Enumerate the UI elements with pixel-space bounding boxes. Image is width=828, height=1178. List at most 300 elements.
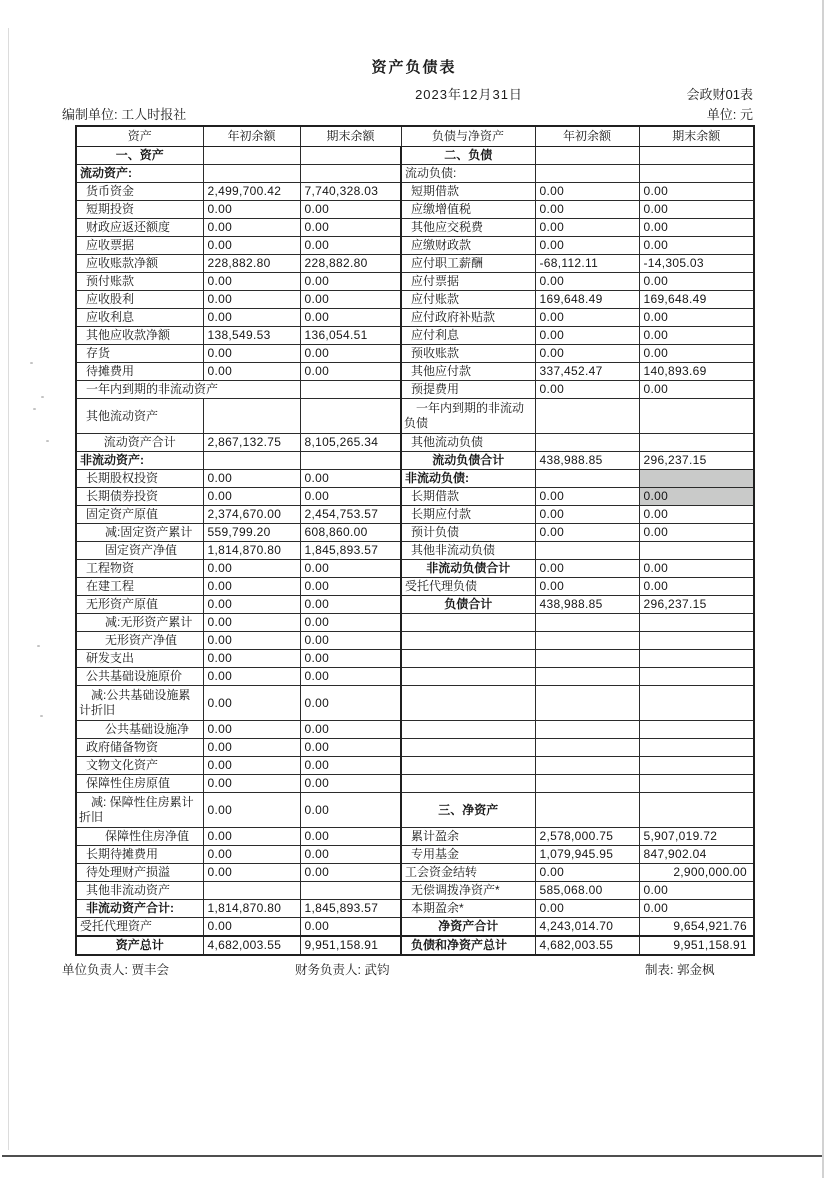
- asset-closing-value-cell: 1,845,893.57: [300, 542, 401, 560]
- asset-closing-value-cell: 0.00: [300, 309, 401, 327]
- asset-closing-value-cell: 0.00: [300, 775, 401, 793]
- asset-opening-value-cell: 0.00: [203, 828, 300, 846]
- liability-opening-value-cell: [535, 470, 639, 488]
- liability-opening-value-cell: 0.00: [535, 219, 639, 237]
- liability-closing-value-cell: 296,237.15: [639, 596, 754, 614]
- asset-opening-value-cell: 0.00: [203, 560, 300, 578]
- asset-opening-value-cell: 4,682,003.55: [203, 936, 300, 955]
- asset-closing-value-cell: 2,454,753.57: [300, 506, 401, 524]
- asset-opening-value-cell: 0.00: [203, 363, 300, 381]
- table-row: [76, 739, 754, 757]
- liability-closing-value-cell: 296,237.15: [639, 452, 754, 470]
- liability-item-label-cell: [401, 686, 535, 721]
- liability-item-label-cell: 受托代理负债: [401, 578, 535, 596]
- asset-closing-value-cell: 0.00: [300, 739, 401, 757]
- asset-opening-value-cell: 0.00: [203, 632, 300, 650]
- liability-closing-value-cell: [639, 434, 754, 452]
- liability-closing-value-cell: 0.00: [639, 381, 754, 399]
- liability-opening-value-cell: [535, 542, 639, 560]
- liability-closing-value-cell: 0.00: [639, 345, 754, 363]
- asset-closing-value-cell: 0.00: [300, 363, 401, 381]
- asset-item-label-cell: 公共基础设施净: [76, 721, 203, 739]
- liability-item-label-cell: 流动负债合计: [401, 452, 535, 470]
- asset-item-label-cell: 工程物资: [76, 560, 203, 578]
- liability-opening-value-cell: 0.00: [535, 201, 639, 219]
- asset-opening-value-cell: 0.00: [203, 614, 300, 632]
- asset-opening-value-cell: 0.00: [203, 721, 300, 739]
- liability-opening-value-cell: 2,578,000.75: [535, 828, 639, 846]
- liability-opening-value-cell: -68,112.11: [535, 255, 639, 273]
- asset-opening-value-cell: 0.00: [203, 201, 300, 219]
- asset-opening-value-cell: 228,882.80: [203, 255, 300, 273]
- table-row: [76, 578, 754, 596]
- asset-item-label-cell: 其他应收款净额: [76, 327, 203, 345]
- asset-opening-value-cell: [203, 147, 300, 165]
- asset-item-label-cell: 受托代理资产: [76, 918, 203, 937]
- page-right-edge-shadow: [822, 0, 824, 1178]
- asset-closing-value-cell: 0.00: [300, 846, 401, 864]
- asset-closing-value-cell: 0.00: [300, 793, 401, 828]
- liability-item-label-cell: [401, 650, 535, 668]
- liability-item-label-cell: 工会资金结转: [401, 864, 535, 882]
- liability-opening-value-cell: [535, 793, 639, 828]
- asset-opening-value-cell: 0.00: [203, 470, 300, 488]
- liability-closing-value-cell: 0.00: [639, 524, 754, 542]
- scan-artifact-dot: [37, 645, 40, 647]
- liability-opening-value-cell: [535, 632, 639, 650]
- liability-item-label-cell: 应付职工薪酬: [401, 255, 535, 273]
- liability-opening-value-cell: [535, 650, 639, 668]
- asset-closing-value-cell: 8,105,265.34: [300, 434, 401, 452]
- liability-item-label-cell: [401, 632, 535, 650]
- asset-item-label-cell: 流动资产合计: [76, 434, 203, 452]
- table-header-row: [76, 126, 754, 147]
- asset-item-label-cell: 一、资产: [76, 147, 203, 165]
- asset-closing-value-cell: 0.00: [300, 614, 401, 632]
- liability-item-label-cell: 应付账款: [401, 291, 535, 309]
- table-row: [76, 542, 754, 560]
- asset-opening-value-cell: [203, 399, 300, 434]
- asset-opening-value-cell: 2,499,700.42: [203, 183, 300, 201]
- table-row: [76, 686, 754, 721]
- liability-closing-value-cell: 140,893.69: [639, 363, 754, 381]
- asset-closing-value-cell: 1,845,893.57: [300, 900, 401, 918]
- unit-head-signature: 单位负责人: 贾丰会: [62, 963, 169, 977]
- liability-opening-value-cell: 4,682,003.55: [535, 936, 639, 955]
- liability-item-label-cell: 无偿调拨净资产*: [401, 882, 535, 900]
- asset-closing-value-cell: 0.00: [300, 864, 401, 882]
- liability-opening-value-cell: 0.00: [535, 506, 639, 524]
- liability-item-label-cell: 应缴增值税: [401, 201, 535, 219]
- liability-item-label-cell: 应付票据: [401, 273, 535, 291]
- liability-opening-value-cell: [535, 614, 639, 632]
- liability-item-label-cell: 非流动负债合计: [401, 560, 535, 578]
- asset-item-label-cell: 研发支出: [76, 650, 203, 668]
- liability-opening-value-cell: [535, 165, 639, 183]
- liability-closing-value-cell: 0.00: [639, 237, 754, 255]
- liability-closing-value-cell: 0.00: [639, 201, 754, 219]
- asset-closing-value-cell: 0.00: [300, 560, 401, 578]
- liability-opening-value-cell: 438,988.85: [535, 452, 639, 470]
- table-row: [76, 793, 754, 828]
- column-header-liabilities-net-assets: 负债与净资产: [401, 126, 535, 147]
- asset-opening-value-cell: 0.00: [203, 237, 300, 255]
- asset-item-label-cell: 固定资产原值: [76, 506, 203, 524]
- liability-item-label-cell: 二、负债: [401, 147, 535, 165]
- column-header-closing-balance-right: 期末余额: [639, 126, 754, 147]
- liability-closing-value-cell: [639, 470, 754, 488]
- table-row: [76, 219, 754, 237]
- liability-closing-value-cell: 0.00: [639, 506, 754, 524]
- liability-opening-value-cell: 0.00: [535, 864, 639, 882]
- liability-item-label-cell: 短期借款: [401, 183, 535, 201]
- asset-opening-value-cell: 0.00: [203, 775, 300, 793]
- asset-closing-value-cell: 0.00: [300, 345, 401, 363]
- asset-closing-value-cell: [300, 399, 401, 434]
- liability-item-label-cell: 非流动负债:: [401, 470, 535, 488]
- liability-closing-value-cell: [639, 721, 754, 739]
- asset-closing-value-cell: [300, 452, 401, 470]
- table-row: [76, 165, 754, 183]
- asset-item-label-cell: 文物文化资产: [76, 757, 203, 775]
- liability-opening-value-cell: [535, 686, 639, 721]
- table-row: [76, 560, 754, 578]
- asset-item-label-cell: 预付账款: [76, 273, 203, 291]
- asset-opening-value-cell: 559,799.20: [203, 524, 300, 542]
- asset-opening-value-cell: [203, 165, 300, 183]
- asset-item-label-cell: 财政应返还额度: [76, 219, 203, 237]
- liability-item-label-cell: 净资产合计: [401, 918, 535, 937]
- signature-line: [0, 960, 828, 978]
- table-row: [76, 846, 754, 864]
- liability-closing-value-cell: [639, 399, 754, 434]
- scan-artifact-dot: [30, 362, 33, 364]
- asset-opening-value-cell: 0.00: [203, 291, 300, 309]
- asset-opening-value-cell: 0.00: [203, 578, 300, 596]
- form-code: 会政财01表: [686, 87, 753, 102]
- asset-closing-value-cell: 0.00: [300, 291, 401, 309]
- table-row: [76, 506, 754, 524]
- asset-item-label-cell: 保障性住房净值: [76, 828, 203, 846]
- asset-item-label-cell: 政府储备物资: [76, 739, 203, 757]
- liability-closing-value-cell: 847,902.04: [639, 846, 754, 864]
- table-row: [76, 452, 754, 470]
- asset-closing-value-cell: 0.00: [300, 578, 401, 596]
- table-row: [76, 721, 754, 739]
- asset-closing-value-cell: 0.00: [300, 237, 401, 255]
- asset-item-label-cell: 无形资产净值: [76, 632, 203, 650]
- asset-item-label-cell: 减:无形资产累计: [76, 614, 203, 632]
- liability-closing-value-cell: [639, 147, 754, 165]
- preparer-signature: 制表: 郭金枫: [645, 963, 715, 977]
- asset-opening-value-cell: 0.00: [203, 219, 300, 237]
- liability-item-label-cell: 应缴财政款: [401, 237, 535, 255]
- asset-item-label-cell: 公共基础设施原价: [76, 668, 203, 686]
- balance-sheet-table-body: [76, 147, 754, 956]
- liability-item-label-cell: 应付利息: [401, 327, 535, 345]
- table-row: [76, 381, 754, 399]
- liability-item-label-cell: [401, 739, 535, 757]
- asset-closing-value-cell: [300, 147, 401, 165]
- asset-opening-value-cell: 138,549.53: [203, 327, 300, 345]
- liability-closing-value-cell: 0.00: [639, 183, 754, 201]
- table-row: [76, 273, 754, 291]
- liability-closing-value-cell: 0.00: [639, 273, 754, 291]
- asset-item-label-cell: 流动资产:: [76, 165, 203, 183]
- asset-closing-value-cell: 0.00: [300, 632, 401, 650]
- table-row: [76, 345, 754, 363]
- asset-closing-value-cell: 0.00: [300, 668, 401, 686]
- asset-item-label-cell: 长期债券投资: [76, 488, 203, 506]
- table-row: [76, 864, 754, 882]
- liability-opening-value-cell: [535, 147, 639, 165]
- asset-opening-value-cell: 0.00: [203, 846, 300, 864]
- liability-item-label-cell: [401, 757, 535, 775]
- liability-closing-value-cell: [639, 650, 754, 668]
- asset-closing-value-cell: [300, 381, 401, 399]
- liability-closing-value-cell: [639, 686, 754, 721]
- asset-item-label-cell: 应收账款净额: [76, 255, 203, 273]
- table-row: [76, 183, 754, 201]
- liability-closing-value-cell: [639, 632, 754, 650]
- asset-item-label-cell: 一年内到期的非流动资产: [76, 381, 300, 399]
- asset-item-label-cell: 资产总计: [76, 936, 203, 955]
- liability-closing-value-cell: [639, 165, 754, 183]
- asset-closing-value-cell: 0.00: [300, 219, 401, 237]
- asset-closing-value-cell: 0.00: [300, 757, 401, 775]
- asset-item-label-cell: 减:固定资产累计: [76, 524, 203, 542]
- liability-closing-value-cell: 0.00: [639, 309, 754, 327]
- asset-opening-value-cell: 0.00: [203, 686, 300, 721]
- asset-item-label-cell: 减:公共基础设施累计折旧: [76, 686, 203, 721]
- asset-item-label-cell: 货币资金: [76, 183, 203, 201]
- liability-closing-value-cell: [639, 793, 754, 828]
- table-row: [76, 596, 754, 614]
- liability-item-label-cell: [401, 668, 535, 686]
- liability-closing-value-cell: 0.00: [639, 578, 754, 596]
- table-row: [76, 399, 754, 434]
- liability-closing-value-cell: [639, 668, 754, 686]
- liability-item-label-cell: 负债合计: [401, 596, 535, 614]
- table-row: [76, 936, 754, 955]
- table-row: [76, 237, 754, 255]
- table-row: [76, 488, 754, 506]
- liability-opening-value-cell: 0.00: [535, 309, 639, 327]
- liability-opening-value-cell: 0.00: [535, 900, 639, 918]
- asset-item-label-cell: 应收股利: [76, 291, 203, 309]
- page-bottom-edge-line: [2, 1155, 822, 1157]
- asset-opening-value-cell: 0.00: [203, 309, 300, 327]
- asset-opening-value-cell: 0.00: [203, 273, 300, 291]
- table-row: [76, 201, 754, 219]
- liability-closing-value-cell: 0.00: [639, 327, 754, 345]
- table-row: [76, 900, 754, 918]
- scan-artifact-dot: [33, 408, 36, 410]
- asset-opening-value-cell: 0.00: [203, 739, 300, 757]
- asset-closing-value-cell: 0.00: [300, 918, 401, 937]
- table-row: [76, 650, 754, 668]
- finance-head-signature: 财务负责人: 武钧: [295, 963, 390, 977]
- table-row: [76, 918, 754, 937]
- asset-item-label-cell: 保障性住房原值: [76, 775, 203, 793]
- asset-item-label-cell: 长期待摊费用: [76, 846, 203, 864]
- liability-item-label-cell: 负债和净资产总计: [401, 936, 535, 955]
- liability-opening-value-cell: 169,648.49: [535, 291, 639, 309]
- asset-opening-value-cell: 0.00: [203, 793, 300, 828]
- column-header-closing-balance-left: 期末余额: [300, 126, 401, 147]
- asset-closing-value-cell: 0.00: [300, 488, 401, 506]
- liability-opening-value-cell: [535, 775, 639, 793]
- asset-item-label-cell: 存货: [76, 345, 203, 363]
- liability-item-label-cell: 长期借款: [401, 488, 535, 506]
- liability-closing-value-cell: [639, 542, 754, 560]
- asset-closing-value-cell: 228,882.80: [300, 255, 401, 273]
- asset-opening-value-cell: 1,814,870.80: [203, 542, 300, 560]
- column-header-assets: 资产: [76, 126, 203, 147]
- liability-closing-value-cell: [639, 739, 754, 757]
- scan-artifact-dot: [40, 715, 43, 717]
- liability-closing-value-cell: [639, 775, 754, 793]
- asset-opening-value-cell: 0.00: [203, 650, 300, 668]
- liability-opening-value-cell: 0.00: [535, 327, 639, 345]
- table-row: [76, 632, 754, 650]
- asset-item-label-cell: 减: 保障性住房累计折旧: [76, 793, 203, 828]
- asset-item-label-cell: 待处理财产损溢: [76, 864, 203, 882]
- liability-closing-value-cell: 9,951,158.91: [639, 936, 754, 955]
- liability-closing-value-cell: 0.00: [639, 882, 754, 900]
- liability-closing-value-cell: 2,900,000.00: [639, 864, 754, 882]
- liability-opening-value-cell: 0.00: [535, 488, 639, 506]
- asset-opening-value-cell: 0.00: [203, 488, 300, 506]
- asset-opening-value-cell: 2,867,132.75: [203, 434, 300, 452]
- liability-item-label-cell: 预提费用: [401, 381, 535, 399]
- liability-closing-value-cell: 0.00: [639, 219, 754, 237]
- asset-item-label-cell: 待摊费用: [76, 363, 203, 381]
- asset-item-label-cell: 短期投资: [76, 201, 203, 219]
- asset-opening-value-cell: [203, 452, 300, 470]
- liability-closing-value-cell: 0.00: [639, 900, 754, 918]
- liability-opening-value-cell: 0.00: [535, 578, 639, 596]
- liability-opening-value-cell: 585,068.00: [535, 882, 639, 900]
- liability-opening-value-cell: 0.00: [535, 560, 639, 578]
- liability-item-label-cell: 长期应付款: [401, 506, 535, 524]
- table-row: [76, 470, 754, 488]
- liability-opening-value-cell: 438,988.85: [535, 596, 639, 614]
- asset-closing-value-cell: 0.00: [300, 201, 401, 219]
- prepared-by-unit: 编制单位: 工人时报社: [62, 107, 187, 122]
- title-subline: [0, 84, 828, 102]
- asset-opening-value-cell: 0.00: [203, 757, 300, 775]
- liability-closing-value-cell: 5,907,019.72: [639, 828, 754, 846]
- scan-artifact-dot: [41, 396, 44, 398]
- asset-opening-value-cell: 2,374,670.00: [203, 506, 300, 524]
- liability-closing-value-cell: -14,305.03: [639, 255, 754, 273]
- liability-opening-value-cell: 0.00: [535, 273, 639, 291]
- liability-closing-value-cell: [639, 757, 754, 775]
- table-row: [76, 327, 754, 345]
- liability-opening-value-cell: 1,079,945.95: [535, 846, 639, 864]
- asset-closing-value-cell: 0.00: [300, 650, 401, 668]
- liability-item-label-cell: [401, 721, 535, 739]
- liability-opening-value-cell: 0.00: [535, 524, 639, 542]
- liability-closing-value-cell: 0.00: [639, 560, 754, 578]
- liability-item-label-cell: [401, 614, 535, 632]
- asset-item-label-cell: 固定资产净值: [76, 542, 203, 560]
- asset-closing-value-cell: 0.00: [300, 721, 401, 739]
- asset-opening-value-cell: 0.00: [203, 864, 300, 882]
- liability-opening-value-cell: [535, 668, 639, 686]
- liability-opening-value-cell: [535, 434, 639, 452]
- asset-closing-value-cell: [300, 882, 401, 900]
- column-header-opening-balance-left: 年初余额: [203, 126, 300, 147]
- page-title: 资产负债表: [371, 59, 457, 76]
- asset-closing-value-cell: 0.00: [300, 828, 401, 846]
- asset-opening-value-cell: 0.00: [203, 345, 300, 363]
- asset-closing-value-cell: 0.00: [300, 470, 401, 488]
- liability-opening-value-cell: 337,452.47: [535, 363, 639, 381]
- asset-closing-value-cell: [300, 165, 401, 183]
- asset-opening-value-cell: [203, 882, 300, 900]
- asset-closing-value-cell: 0.00: [300, 273, 401, 291]
- table-row: [76, 291, 754, 309]
- liability-closing-value-cell: 9,654,921.76: [639, 918, 754, 937]
- liability-item-label-cell: 预收账款: [401, 345, 535, 363]
- liability-item-label-cell: 其他应付款: [401, 363, 535, 381]
- asset-item-label-cell: 其他流动资产: [76, 399, 203, 434]
- liability-item-label-cell: 累计盈余: [401, 828, 535, 846]
- liability-item-label-cell: 三、净资产: [401, 793, 535, 828]
- liability-item-label-cell: 其他应交税费: [401, 219, 535, 237]
- table-row: [76, 775, 754, 793]
- asset-opening-value-cell: 0.00: [203, 668, 300, 686]
- asset-item-label-cell: 在建工程: [76, 578, 203, 596]
- scan-artifact-dot: [46, 440, 49, 442]
- asset-closing-value-cell: 0.00: [300, 686, 401, 721]
- liability-item-label-cell: 一年内到期的非流动负债: [401, 399, 535, 434]
- asset-opening-value-cell: 0.00: [203, 918, 300, 937]
- liability-opening-value-cell: [535, 739, 639, 757]
- liability-opening-value-cell: 0.00: [535, 237, 639, 255]
- table-row: [76, 882, 754, 900]
- liability-item-label-cell: 其他流动负债: [401, 434, 535, 452]
- asset-item-label-cell: 应收利息: [76, 309, 203, 327]
- asset-opening-value-cell: 0.00: [203, 596, 300, 614]
- report-date: 2023年12月31日: [415, 87, 523, 102]
- liability-closing-value-cell: [639, 614, 754, 632]
- asset-item-label-cell: 非流动资产:: [76, 452, 203, 470]
- liability-item-label-cell: 专用基金: [401, 846, 535, 864]
- table-row: [76, 363, 754, 381]
- liability-item-label-cell: 其他非流动负债: [401, 542, 535, 560]
- table-row: [76, 434, 754, 452]
- asset-opening-value-cell: 1,814,870.80: [203, 900, 300, 918]
- asset-item-label-cell: 其他非流动资产: [76, 882, 203, 900]
- asset-closing-value-cell: 608,860.00: [300, 524, 401, 542]
- liability-opening-value-cell: 0.00: [535, 345, 639, 363]
- liability-opening-value-cell: [535, 399, 639, 434]
- liability-opening-value-cell: [535, 721, 639, 739]
- balance-sheet-table: [75, 125, 755, 956]
- asset-item-label-cell: 无形资产原值: [76, 596, 203, 614]
- table-row: [76, 309, 754, 327]
- asset-closing-value-cell: 0.00: [300, 596, 401, 614]
- asset-item-label-cell: 应收票据: [76, 237, 203, 255]
- table-row: [76, 828, 754, 846]
- liability-opening-value-cell: [535, 757, 639, 775]
- liability-closing-value-cell: 0.00: [639, 488, 754, 506]
- prepared-by-line: [0, 104, 828, 122]
- column-header-opening-balance-right: 年初余额: [535, 126, 639, 147]
